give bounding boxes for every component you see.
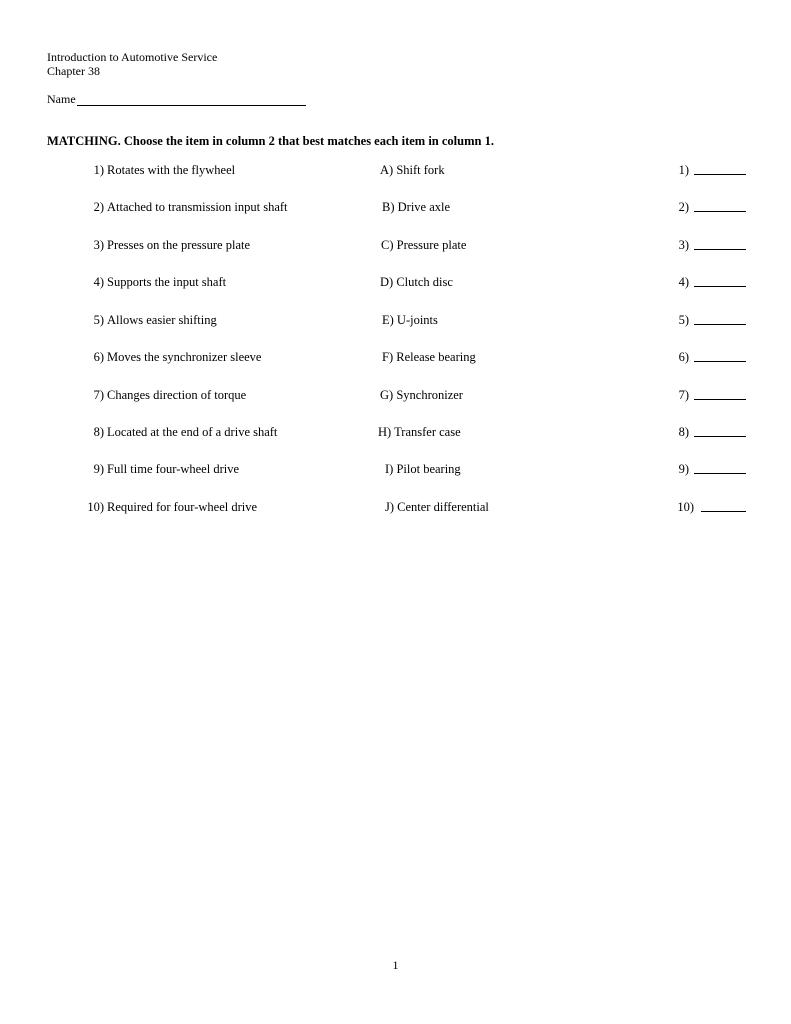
- choice-text: E) U-joints: [382, 313, 438, 327]
- matching-row: [0, 237, 791, 253]
- answer-blank[interactable]: [701, 511, 746, 512]
- name-label: Name: [47, 92, 76, 106]
- choice-text: A) Shift fork: [380, 163, 445, 177]
- answer-label: 4): [678, 275, 689, 289]
- choice-text: G) Synchronizer: [380, 388, 463, 402]
- question-text: Located at the end of a drive shaft: [107, 425, 278, 439]
- name-blank-line[interactable]: [77, 94, 306, 106]
- page-number: 1: [392, 958, 399, 972]
- answer-blank[interactable]: [694, 286, 746, 287]
- question-text: Allows easier shifting: [107, 313, 217, 327]
- choice-text: C) Pressure plate: [381, 238, 467, 252]
- choice-text: D) Clutch disc: [380, 275, 453, 289]
- question-number: 7): [93, 388, 104, 402]
- question-text: Attached to transmission input shaft: [107, 200, 288, 214]
- answer-label: 10): [677, 500, 694, 514]
- question-text: Changes direction of torque: [107, 388, 247, 402]
- answer-blank[interactable]: [694, 211, 746, 212]
- question-number: 4): [93, 275, 104, 289]
- matching-row: [0, 349, 791, 365]
- answer-label: 8): [678, 425, 689, 439]
- matching-row: [0, 461, 791, 477]
- question-number: 10): [87, 500, 104, 514]
- answer-label: 1): [678, 163, 689, 177]
- choice-text: B) Drive axle: [382, 200, 451, 214]
- question-number: 8): [93, 425, 104, 439]
- answer-label: 2): [678, 200, 689, 214]
- course-title: Introduction to Automotive Service: [47, 50, 218, 64]
- answer-label: 7): [678, 388, 689, 402]
- matching-row: [0, 199, 791, 215]
- answer-blank[interactable]: [694, 174, 746, 175]
- question-number: 6): [93, 350, 104, 364]
- question-text: Full time four-wheel drive: [107, 462, 240, 476]
- question-text: Required for four-wheel drive: [107, 500, 258, 514]
- question-text: Rotates with the flywheel: [107, 163, 236, 177]
- answer-label: 9): [678, 462, 689, 476]
- matching-row: [0, 499, 791, 515]
- choice-text: J) Center differential: [385, 500, 489, 514]
- matching-row: [0, 274, 791, 290]
- matching-row: [0, 162, 791, 178]
- answer-blank[interactable]: [694, 324, 746, 325]
- matching-instructions: MATCHING. Choose the item in column 2 that best matches each item in column 1.: [47, 134, 494, 148]
- matching-row: [0, 387, 791, 403]
- question-text: Supports the input shaft: [107, 275, 227, 289]
- answer-blank[interactable]: [694, 436, 746, 437]
- choice-text: F) Release bearing: [382, 350, 476, 364]
- question-number: 9): [93, 462, 104, 476]
- chapter-title: Chapter 38: [47, 64, 100, 78]
- question-text: Moves the synchronizer sleeve: [107, 350, 262, 364]
- choice-text: H) Transfer case: [378, 425, 461, 439]
- question-number: 3): [93, 238, 104, 252]
- question-text: Presses on the pressure plate: [107, 238, 251, 252]
- question-number: 1): [93, 163, 104, 177]
- answer-blank[interactable]: [694, 361, 746, 362]
- matching-row: [0, 424, 791, 440]
- answer-label: 3): [678, 238, 689, 252]
- answer-blank[interactable]: [694, 249, 746, 250]
- answer-blank[interactable]: [694, 473, 746, 474]
- name-row: [47, 92, 306, 106]
- answer-blank[interactable]: [694, 399, 746, 400]
- question-number: 5): [93, 313, 104, 327]
- choice-text: I) Pilot bearing: [385, 462, 461, 476]
- question-number: 2): [93, 200, 104, 214]
- matching-row: [0, 312, 791, 328]
- answer-label: 6): [678, 350, 689, 364]
- answer-label: 5): [678, 313, 689, 327]
